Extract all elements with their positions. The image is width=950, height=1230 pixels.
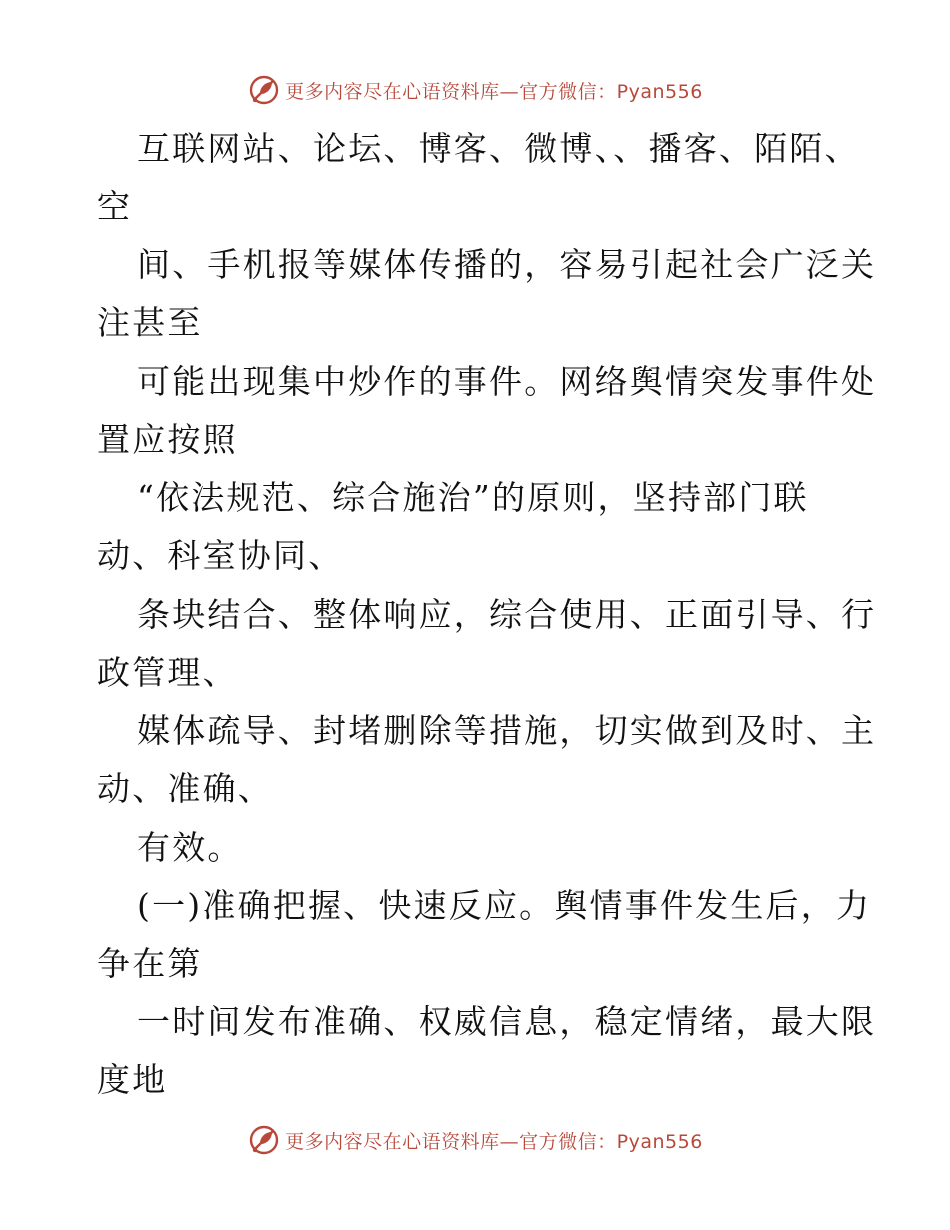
body-line-9: 条块结合、整体响应，综合使用、正面引导、行 (137, 595, 877, 634)
body-line-2: 空 (97, 187, 133, 226)
body-line-17: 度地 (97, 1060, 168, 1099)
body-line-3: 间、手机报等媒体传播的，容易引起社会广泛关 (137, 245, 877, 284)
body-line-15: 争在第 (97, 944, 203, 983)
body-line-7: “依法规范、综合施治”的原则，坚持部门联 (137, 478, 809, 517)
watermark-wechat-id: Pyan556 (616, 1130, 703, 1153)
body-line-10: 政管理、 (97, 653, 238, 692)
watermark-wechat-id: Pyan556 (616, 80, 703, 103)
watermark-label: 更多内容尽在心语资料库—官方微信： (285, 1130, 617, 1153)
body-line-12: 动、准确、 (97, 769, 273, 808)
body-line-14: (一)准确把握、快速反应。舆情事件发生后，力 (137, 886, 872, 925)
body-line-5: 可能出现集中炒作的事件。网络舆情突发事件处 (137, 362, 877, 401)
body-line-1: 互联网站、论坛、博客、微博、、播客、陌陌、 (137, 129, 860, 168)
quill-logo-icon (247, 1123, 281, 1157)
body-line-11: 媒体疏导、封堵删除等措施，切实做到及时、主 (137, 711, 877, 750)
watermark-text (285, 1127, 703, 1154)
body-line-6: 置应按照 (97, 420, 238, 459)
body-line-13: 有效。 (137, 828, 243, 867)
body-line-8: 动、科室协同、 (97, 536, 344, 575)
watermark-label: 更多内容尽在心语资料库—官方微信： (285, 80, 617, 103)
footer-watermark (0, 1120, 950, 1160)
body-line-16: 一时间发布准确、权威信息，稳定情绪，最大限 (137, 1002, 877, 1041)
body-line-4: 注甚至 (97, 303, 203, 342)
